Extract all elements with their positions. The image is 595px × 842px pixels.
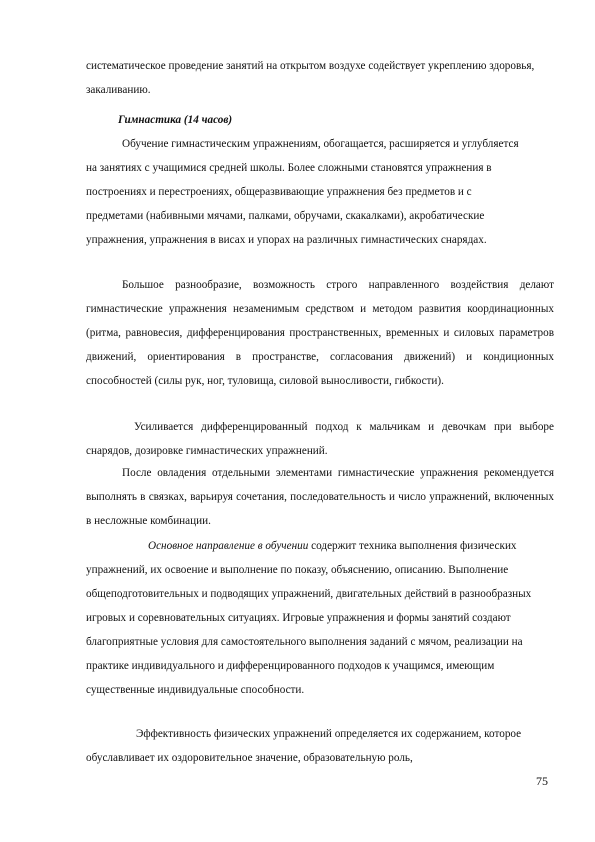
paragraph-gymnastics-intro: Обучение гимнастическим упражнениям, обогащается, расширяется и углубляется на занятиях с учащимися средней школы. Более сложными становятся упражнения в построениях и перестроениях, общеразвивающие упражнения без предметов и с предметами (набивными мячами, палками, обручами, скакалками), акробатические упражнения, упражнения в висах и упорах на различных гимнастических снарядах. (86, 138, 519, 246)
italic-lead-phrase: Основное направление в обучении (148, 540, 309, 552)
paragraph-main-direction-body: содержит техника выполнения физических упражнений, их освоение и выполнение по показу, объяснению, описанию. Выполнение общеподготовительных и подводящих упражнений, двигательных действий в разнообразных игровых и соревновательных ситуациях. Игровые упражнения и формы занятий создают благоприятные условия для самостоятельного выполнения заданий с мячом, реализации на практике индивидуального и дифференцированного подходов к учащимся, имеющим существенные индивидуальные способности. (86, 540, 532, 696)
section-heading: Гимнастика (14 часов) (118, 114, 233, 126)
paragraph-differentiated-approach: Усиливается дифференцированный подход к мальчикам и девочкам при выборе снарядов, дозировке гимнастических упражнений. (86, 421, 554, 457)
paragraph-variety: Большое разнообразие, возможность строго направленного воздействия делают гимнастические упражнения незаменимым средством и методом развития координационных (ритма, равновесия, дифференцирования пространственных, временных и силовых параметров движений, ориентирования в пространстве, согласования движений) и кондиционных способностей (силы рук, ног, туловища, силовой выносливости, гибкости). (86, 279, 554, 387)
paragraph-combinations: После овладения отдельными элементами гимнастические упражнения рекомендуется выполнять в связках, варьируя сочетания, последовательность и число упражнений, включенных в несложные комбинации. (86, 467, 554, 527)
paragraph-continuation: систематическое проведение занятий на открытом воздухе содействует укреплению здоровья, закаливанию. (86, 60, 535, 96)
paragraph-main-direction (86, 534, 536, 702)
paragraph-effectiveness: Эффективность физических упражнений определяется их содержанием, которое обуславливает их оздоровительное значение, образовательную роль, (86, 728, 522, 764)
page-number: 75 (536, 774, 548, 788)
